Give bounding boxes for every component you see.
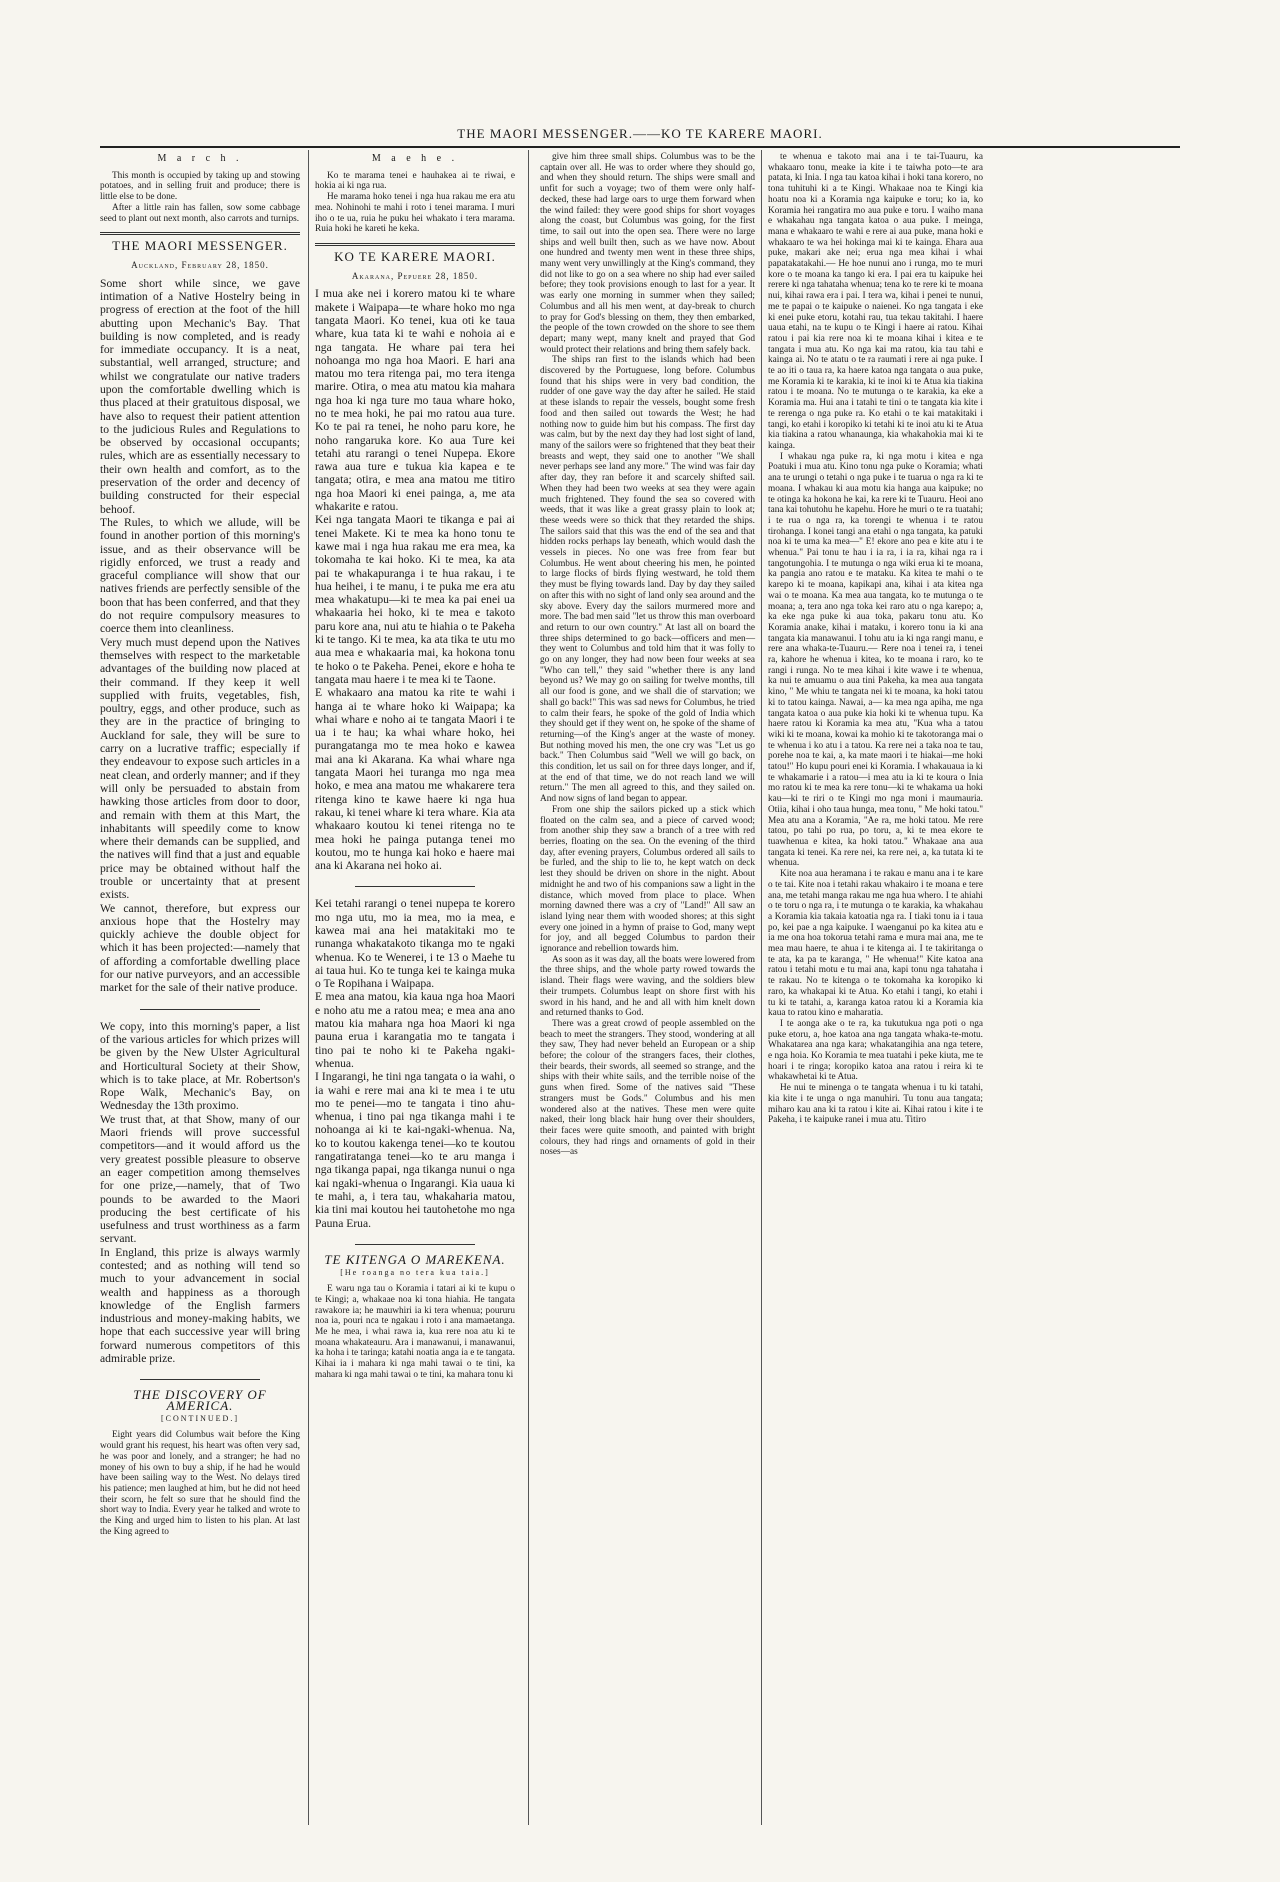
article-paragraph: We trust that, at that Show, many of our Maori friends will prove successful competitors—and it would afford us the very greatest possible pleasure to observe an eager competition among themselves for one prize,—namely, that of Two pounds to be awarded to the Maori producing the best certificate of his usefulness and trust worthiness as a farm servant. xyxy=(100,1112,300,1246)
double-rule xyxy=(100,232,300,235)
article-paragraph: give him three small ships. Columbus was to be the captain over all. He was to order where they should go, and when they should return. The ships were small and unfit for such a voyage; two of them were only half-decked, these had large oars to urge them forward when the wind failed: they were good ships for short voyages along the coast, but Columbus was going, for the first time, to sail out into the open sea. There were no large ships and well built then, such as we have now. About one hundred and twenty men went in these three ships, many went very unwillingly at the King's command, they did not like to go on a sea where no ship had ever sailed before; they took provisions enough to last for a year. It was early one morning in summer when they sailed; Columbus and all his men went, at day-break to church to pray for God's blessing on them, they then embarked, the people of the town crowded on the shore to see them depart; many wept, many knelt and prayed that God would protect their relations and bring them safely back. xyxy=(540,152,755,355)
march-paragraph: This month is occupied by taking up and stowing potatoes, and in selling fruit and produce; there is little else to be done. xyxy=(100,170,300,203)
header-rule xyxy=(100,146,1180,148)
article-paragraph: E mea ana matou, kia kaua nga hoa Maori e noho atu me a ratou mea; e mea ana ano matou kia mahara nga hoa Maori ki nga pauna erua i karangatia mo te tangata i tino pai te noho ki te Pakeha ngaki-whenua. xyxy=(315,990,515,1070)
article-paragraph: te whenua e takoto mai ana i te tai-Tuauru, ka whakaaro tonu, meake ia kite i te taiwha poto—te ara patata, ki Inia. I nga tau katoa kihai i hoki tana korero, no tona tuhituhi ki a te Kingi. Whakaae noa te Kingi kia hoatu noa ki a Koramia nga kaipuke e toru; ko ia, ko Koramia hei rangatira mo aua puke e toru. I waiho mana e whakahau nga tangata katoa o aua puke. I meinga, mana e whakaaro te wahi e rere ai aua puke, mana hoki e whakaaro te wa hei hokinga mai ki te kainga. Ehara aua puke, makari ake nei; erua nga mea kihai i whai papatakatakahi.— He hoe nunui ano i runga, mo te muri kore o te moana ka tango ki era. I pai era tu kaipuke hei rerere ki nga tahataha whenua; tena ko te rere ki te moana nui, kihai rawa era i pai. I tera wa, kihai i penei te nunui, me te papai o te kaipuke o naienei. Ko nga tangata i eke ki enei puke etoru, kotahi rau, tua tekau takitahi. I haere uaua etahi, na te kupu o te Kingi i haere ai ratou. Kihai ratou i pai kia rere noa ki te moana kihai i kitea e te tangata i mua atu. Ko nga kai ma ratou, kia tau tahi e kainga ai. No te atatu o te ra raumati i rere ai nga puke. I te ao iti o taua ra, ka haere katoa nga tangata o aua puke, me Koramia ki te karakia, ki te inoi ki te Atua kia tiakina ratou i te moana. No te mutunga o te karakia, ka eke a Koramia ma. Hui ana i tatahi te tini o te tangata kia kite i te rerenga o nga puke ra. Ko etahi o te kai matakitaki i tangi, ko etahi i koropiko ki tetahi ki te inoi atu ki te Atua kia tiakina a ratou whanaunga, kia whakahokia mai ki te kainga. xyxy=(768,152,984,451)
article-paragraph: E whakaaro ana matou ka rite te wahi i hanga ai te whare hoko ki Waipapa; ka whai whare e noho ai te tangata Maori i te ua i te hau; ka whai whare hoko, hei purangatanga mo te mea hoko e kawea mai ana ki Akarana. Ka whai whare nga tangata Maori hei turanga mo nga mea hoko, e mea ana matou me whakarere tera ritenga kino te kawe haere ki nga hua rakau, ki tenei whare ki tera whare. Kia ata whakaaro koutou ki tenei ritenga no te mea hoki he painga putanga tenei mo koutou, mo te hunga kai hoko e haere mai ana ki Akarana nei hoko ai. xyxy=(315,686,515,873)
article-paragraph: There was a great crowd of people assembled on the beach to meet the strangers. They stood, wondering at all they saw, They had never beheld an European or a ship before; the colour of the strangers faces, their clothes, their beards, their swords, all seemed so strange, and the ships with their white sails, and the terrible noise of the guns when fired. Some of the natives said "These strangers must be Gods." Columbus and his men wondered also at the natives. These men were quite naked, their long black hair hung over their shoulders, their faces were quite smooth, and painted with bright colours, they had rings and ornaments of gold in their noses—as xyxy=(540,1018,755,1158)
dateline: Akarana, Pepuere 28, 1850. xyxy=(351,270,479,281)
column-english-continued xyxy=(540,152,755,1158)
lead-article xyxy=(100,277,300,1366)
double-rule xyxy=(315,243,515,246)
article-paragraph: Eight years did Columbus wait before the King would grant his request, his heart was often very sad, he was poor and lonely, and a stranger; he had no money of his own to buy a ship, if he had he would have been sailing way to the West. No delays tired his patience; men laughed at him, but he did not heed their scorn, he felt so sure that he should find the short way to India. Every year he talked and wrote to the King and urged him to listen to his plan. At last the King agreed to xyxy=(100,1430,300,1537)
march-paragraph: After a little rain has fallen, sow some cabbage seed to plant out next month, also carrots and turnips. xyxy=(100,202,300,224)
article-paragraph: Kei tetahi rarangi o tenei nupepa te korero mo nga utu, mo ia mea, mo ia mea, e kawea mai ana hei matakitaki mo te runanga whakatakoto tikanga mo te ngaki whenua. Ko te Wenerei, i te 13 o Maehe tu ai taua hui. Ko te tunga kei te kainga muka o Te Ropihana i Waipapa. xyxy=(315,897,515,991)
article-paragraph: We copy, into this morning's paper, a list of the various articles for which prizes will be given by the New Ulster Agricultural and Horticultural Society at their Show, which is to take place, at Mr. Robertson's Rope Walk, Mechanic's Bay, on Wednesday the 13th proximo. xyxy=(100,1019,300,1113)
article-paragraph: Some short while since, we gave intimation of a Native Hostelry being in progress of erection at the foot of the hill abutting upon Mechanic's Bay. That building is now completed, and is ready for immediate occupancy. It is a neat, substantial, well arranged, structure; and whilst we congratulate our native traders upon the comfortable dwelling which is thus placed at their gratuitous disposal, we have also to request their patient attention to the judicious Rules and Regulations to be observed by occasional occupants; rules, which are as essentially necessary to their own health and comfort, as to the preservation of the order and decency of building constructed for their especial behoof. xyxy=(100,276,300,516)
paper-title: THE MAORI MESSENGER. xyxy=(112,238,288,254)
section-subtitle: [He roanga no tera kua taia.] xyxy=(340,1267,490,1277)
article-paragraph: I Ingarangi, he tini nga tangata o ia wahi, o ia wahi e rere mai ana ki te mea i te utu mo te penei—mo te tangata i tino ahu-whenua, i tino pai nga tikanga mahi i te nohoanga ai ki te kai-ngaki-whenua. Na, ko to koutou kakenga tenei—ko te koutou rangatiratanga tenei—ko te aru manga i nga tikanga papai, nga tikanga nunui o nga kai ngaki-whenua o Ingarangi. Kia uaua ki te mahi, a, i tera tau, whakaharia matou, kia tini mai koutou hei tautohetohe mo nga Pauna Erua. xyxy=(315,1070,515,1230)
article-paragraph: I te aonga ake o te ra, ka tukutukua nga poti o nga puke etoru, a, hoe katoa ana nga tangata whaka-te-motu. Whakatarea ana nga kara; whakatangihia ana nga tetere, e nga hoia. Ko Koramia te mea tuatahi i peke kiuta, me te hoari i te ringa; koropiko katoa ana ratou i reira ki te whakawhetai ki te Atua. xyxy=(768,1018,983,1083)
article-paragraph: He nui te minenga o te tangata whenua i tu ki tatahi, kia kite i te unga o nga manuhiri. Tu tonu aua tangata; miharo kau ana ki ta ratou i kite ai. Kihai ratou i kite i te Pakeha, i te kaipuke ranei i mua atu. Titiro xyxy=(768,1083,983,1126)
column-maori-continued xyxy=(768,152,983,1126)
article-paragraph: Very much must depend upon the Natives themselves with respect to the marketable advantages of the building now placed at their command. If they keep it well supplied with fruits, vegetables, fish, poultry, eggs, and other produce, such as they are in the practice of bringing to Auckland for sale, they will be sure to carry on a lucrative traffic; especially if they endeavour to expose such articles in a neat clean, and orderly manner; and if they will only be persuaded to abstain from hawking those articles from door to door, and remain with them at this Mart, the inhabitants will speedily come to know where their demands can be supplied, and the natives will find that a just and equable price may be obtained without half the trouble or uncertainty that at present exists. xyxy=(100,635,300,902)
column-rule xyxy=(528,150,529,1825)
section-subtitle: [CONTINUED.] xyxy=(161,1413,239,1423)
section-rule xyxy=(140,1009,260,1010)
article-paragraph: E waru nga tau o Koramia i tatari ai ki te kupu o te Kingi; a, whakaae noa ki tona hiahia. He tangata rawakore ia; he mauwhiri ia ki tera whenua; poururu noa ia, pouri nca te ngakau i roto i ana mamaetanga. Me he mea, i whai rawa ia, kua rere noa atu ki te moana whakateauru. Ara i manawanui, i manawanui, ka hoha i te taringa; katahi noatia anga ia e te tangata. Kihai ia i mahara ki nga mahi tawai o te tini, ka mahara ki nga mahi tawai o te tini, ka mahara tonu ki xyxy=(315,1284,515,1380)
section-rule xyxy=(355,886,475,887)
lead-article xyxy=(315,287,515,1229)
article-paragraph: From one ship the sailors picked up a stick which floated on the calm sea, and a piece of carved wood; from another ship they saw a branch of a tree with red berries, floating on the sea. On the evening of the third day, after evening prayers, Columbus ordered all sails to be furled, and the ship to lie to, he kept watch on deck lest they should be driven on shore in the night. About midnight he and two of his companions saw a light in the distance, which moved from place to place. When morning dawned there was a cry of "Land!" All saw an island lying near them with wooded shores; at this sight every one joined in a hymn of praise to God, many wept for joy, and all begged Columbus to pardon their ignorance and rebellion towards him. xyxy=(540,804,755,955)
running-head: THE MAORI MESSENGER.——KO TE KARERE MAORI. xyxy=(457,126,823,141)
march-paragraph: He marama hoko tenei i nga hua rakau me era atu mea. Nohinohi te mahi i roto i tenei marama. I muri iho o te ua, ruia he puku hei whakato i tera marama. Ruia hoki he kareti he keka. xyxy=(315,192,515,235)
article-paragraph: The Rules, to which we allude, will be found in another portion of this morning's issue, and as their observance will be rigidly enforced, we trust a ready and graceful compliance will show that our natives friends are perfectly sensible of the boon that has been conferred, and that they do not require compulsory measures to coerce them into cleanliness. xyxy=(100,515,300,636)
march-paragraph: Ko te marama tenei e hauhakea ai te riwai, e hokia ai ki nga rua. xyxy=(315,170,515,192)
paper-title: KO TE KARERE MAORI. xyxy=(334,248,496,264)
month-heading: M a e h e . xyxy=(371,153,459,164)
column-english xyxy=(100,152,300,1538)
column-rule xyxy=(761,150,762,1825)
article-paragraph: In England, this prize is always warmly contested; and as nothing will tend so much to your advancement in social wealth and happiness as a thorough knowledge of the English farmers industrious and money-making habits, we hope that each successive year will bring forward numerous competitors of this admirable prize. xyxy=(100,1245,300,1366)
article-paragraph: I mua ake nei i korero matou ki te whare makete i Waipapa—te whare hoko mo nga tangata Maori. Ko tenei, kua oti ke taua whare, kua tata ki te wahi e nohoia ai e nga tangata. He whare pai tera hei nohoanga mo nga hoa Maori. E hari ana matou mo tera ritenga pai, mo tera itenga marire. Otira, o mea atu matou kia mahara nga hoa ki nga ture mo taua whare hoko, no te mea hoki, he pai mo ratou aua ture. Ko te pai ra tenei, he noho paru kore, he noho rangaruka kore. Ko aua Ture kei tetahi atu rarangi o tenei Nupepa. Ekore rawa aua ture e tukua kia kapea e te tangata; otira, e mea ana matou me titiro nga hoa Maori ki enei painga, a, me ata whakarite e ratou. xyxy=(315,287,515,514)
article-paragraph: We cannot, therefore, but express our anxious hope that the Hostelry may quickly achieve the double object for which it has been projected:—namely that of affording a comfortable dwelling place for our native purveyors, and an accessible market for the sale of their native produce. xyxy=(100,901,300,995)
dateline: Auckland, February 28, 1850. xyxy=(131,259,269,270)
column-maori xyxy=(315,152,515,1381)
month-heading: M a r c h . xyxy=(157,153,243,164)
article-paragraph: The ships ran first to the islands which had been discovered by the Portuguese, long before. Columbus found that his ships were in very bad condition, the rudder of one gave way the day after he sailed. He staid at these islands to repair the vessels, bought some fresh food and then sailed out towards the West; he had nothing now to guide him but his compass. The first day was calm, but by the next day they had lost sight of land, many of the sailors were so frightened that they beat their breasts and wept, they said one to another "We shall never perhaps see land any more." The wind was fair day after day, they ran before it and scarcely shifted sail. When they had been two weeks at sea they were again much frightened. They found the sea so covered with weeds, that it was like a great grassy plain to look at; these weeds were so thick that they retarded the ships. The sailors said that this was the end of the sea and that hidden rocks perhaps lay beneath, which would dash the vessels in pieces. No one was free from fear but Columbus. He went about cheering his men, he pointed to large flocks of birds flying westward, he told them they must be flying towards land. Day by day they sailed on after this with no sight of land only sea around and the sky above. Every day the sailors murmered more and more. The bad men said "let us throw this man overboard and return to our own country." At last all on board the three ships determined to go back—officers and men—they went to Columbus and told him that it was folly to go on any longer, they had now been four weeks at sea "Who can tell," they said "whether there is any land beyond us? We may go on sailing for twelve months, till all our food is gone, and we shall die of starvation; we shall go back!" This was sad news for Columbus, he tried to calm their fears, he spoke of the gold of India which they should get if they went on, he spoke of the shame of returning—of the King's anger at the waste of money. But nothing moved his men, the one cry was "Let us go back." Then Columbus said "Well we will go back, on this condition, let us sail on for three days longer, and if, at the end of that time, we do not reach land we will return." The men all agreed to this, and they sailed on. And now signs of land began to appear. xyxy=(540,355,755,805)
section-title: THE DISCOVERY OF AMERICA. xyxy=(133,1387,267,1414)
article-paragraph: I whakau nga puke ra, ki nga motu i kitea e nga Poatuki i mua atu. Kino tonu nga puke o Koramia; whati ana te urungi o tetahi o nga puke i te tuarua o nga ra ki te moana. I whakau ki aua motu kia hanga aua kaipuke; no te otinga ka hokona he kai, ka rere ki te Tuauru. Heoi ano tana kai tohutohu he kapehu. Hore he muri o te ra tuatahi; i te rua o nga ra, ka torengi te whenua i te ratou tirohanga. I konei tangi ana etahi o nga tangata, ka patuki noa ki te uma ka mea—" E! ekore ano pea e kite atu i te whenua." Pai tonu te hau i ia ra, i ia ra, kihai nga ra i tangotungohia. I te mutunga o nga wiki erua ki te moana, ka pangia ano ratou e te mataku. Ka kitea te mahi o te karepo ki te moana, kapikapi ana, kihai i ata kitea nga wai o te moana. Ka mea aua tangata, ko te mutunga o te moana; a, tera ano nga toka kei raro atu o nga karepo; a, ka eke nga puke ki aua toka, pakaru tonu atu. Ko Koramia anake, kihai i mataku, i korero tonu ia ki ana tangata kia manawanui. I tohu atu ia ki nga rangi manu, e rere ana whaka-te-Tuauru.— Rere noa i tenei ra, i tenei ra, kahore he whenua i kitea, ko te moana i raro, ko te rangi i runga. No te mea kihai i kite wawe i te whenua, ka nui te amuamu o aua tini Pakeha, ka mea aua tangata kino, " Me whiu te tangata nei ki te moana, ka hoki tatou ki to tatou kainga. Nawai, a— ka mea nga apiha, me nga tangata katoa o aua puke kia hoki ki te whenua tupu. Ka haere ratou ki Koramia ka mea atu, "Kua wha a tatou wiki ki te moana, kowai ka mohio ki te takotoranga mai o te whenua i ko atu i a tatou. Ka rere nei a taka noa te tau, porehe noa te kai, a, ka mate maori i te hiakai—me hoki tatou!" Ho kupu pouri enei ki Koramia. I whakauaua ia ki te whakamarie i a ratou—i mea atu ia ki te koura o Inia mo ratou ki te mea ka rere tonu—ki te whakama ua hoki kau—ki te riri o te Kingi mo nga moni i maumauria. Otiia, kihai i oho taua hunga, mea tonu, " Me hoki tatou." Mea atu ana a Koramia, "Ae ra, me hoki tatou. Me rere tatou, po tahi po rua, po toru, a, ki te mea ekore te tuawhenua e kitea, ka hoki tatou." Whakaae ana aua tangata ki tenei. Ka rere nei, ka rere nei, a, ka tutata ki te whenua. xyxy=(768,451,983,869)
article-paragraph: Kei nga tangata Maori te tikanga e pai ai tenei Makete. Ki te mea ka hono tonu te kawe mai i nga hua rakau me era mea, ka tokomaha te kai hoko. Ki te mea, ka ata pai te whakapuranga i te hua rakau, i te hua heihei, i te manu, i te puka me era atu mea whakatupu—ki te mea ka pai enei ua whakaaria hei hoko, ki te mea e takoto paru kore ana, nui atu te hiahia o te Pakeha ki te tango. Ki te mea, ka ata tika te utu mo aua mea e whakaaria mai, ka hokona tonu te hoko o te Pakeha. Penei, ekore e hoha te tangata mau haere i te mea ki te Taone. xyxy=(315,513,515,686)
section-rule xyxy=(140,1379,260,1380)
article-paragraph: Kite noa aua heramana i te rakau e manu ana i te kare o te tai. Kite noa i tetahi rakau whakairo i te moana e tere ana, me tetahi manga rakau me nga hua whero. I te ahiahi o te toru o nga ra, i te mutunga o te karakia, ka whakahau a Koramia kia takaia katoatia nga ra. I tiaki tonu ia i taua po, kei pae a nga kaipuke. I waenganui po ka kitea atu e ia me ona hoa tokorua tetahi rama e mura mai ana, me te mea mau haere, te ahua i te kitenga ai. I te takiritanga o te ata, ka pa te karanga, " He whenua!" Kite katoa ana ratou i tetahi motu e tu mai ana, kapi tonu nga tahataha i te rakau. No te kitenga o te tokomaha ka koropiko ki raro, ka whakapai ki te Atua. Ko etahi i tangi, ko etahi i tu ki te tatahi, a, karanga katoa ratou ki a Koramia kia kaua to ratou kino e maharatia. xyxy=(768,869,983,1019)
column-rule xyxy=(308,150,309,1825)
article-paragraph: As soon as it was day, all the boats were lowered from the three ships, and the whole party rowed towards the island. Their flags were waving, and the soldiers blew their trumpets. Columbus leapt on shore first with his sword in his hand, and he and all with him knelt down and returned thanks to God. xyxy=(540,954,755,1019)
section-title: TE KITENGA O MAREKENA. xyxy=(324,1251,506,1267)
section-rule xyxy=(355,1244,475,1245)
